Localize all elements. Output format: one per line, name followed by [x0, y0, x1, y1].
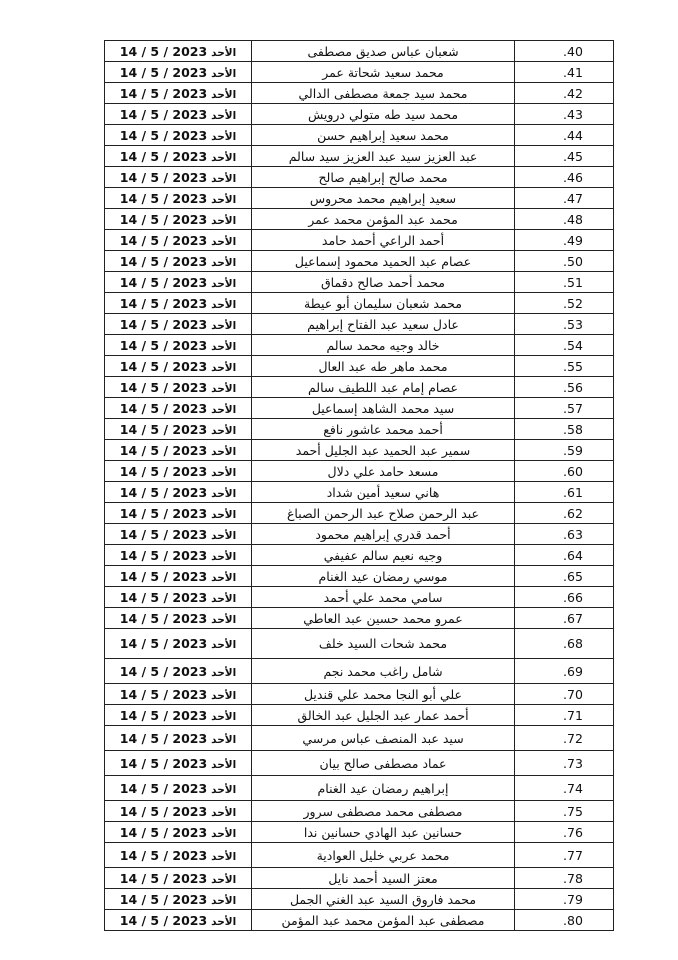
day-label: الأحد [211, 827, 237, 840]
table-row [105, 629, 614, 659]
date-value: 14 / 5 / 2023 [119, 547, 208, 563]
day-label: الأحد [211, 256, 237, 269]
date-value: 14 / 5 / 2023 [119, 824, 208, 840]
date-cell [105, 629, 252, 659]
attendance-table [104, 40, 614, 931]
number-cell: .61 [515, 482, 614, 503]
date-value: 14 / 5 / 2023 [119, 610, 208, 626]
number-cell: .76 [515, 822, 614, 843]
date-value: 14 / 5 / 2023 [119, 870, 208, 886]
name-cell: محمد شحات السيد خلف [252, 629, 515, 659]
day-label: الأحد [211, 529, 237, 542]
date-value: 14 / 5 / 2023 [119, 463, 208, 479]
date-value: 14 / 5 / 2023 [119, 253, 208, 269]
name-cell: موسي رمضان عيد الغنام [252, 566, 515, 587]
table-row [105, 684, 614, 705]
number-cell: .42 [515, 83, 614, 104]
table-row [105, 314, 614, 335]
date-value: 14 / 5 / 2023 [119, 232, 208, 248]
date-value: 14 / 5 / 2023 [119, 442, 208, 458]
date-cell [105, 503, 252, 524]
date-value: 14 / 5 / 2023 [119, 663, 208, 679]
day-label: الأحد [211, 424, 237, 437]
table-row [105, 524, 614, 545]
day-label: الأحد [211, 666, 237, 679]
table-row [105, 503, 614, 524]
day-label: الأحد [211, 806, 237, 819]
name-cell: محمد عربي خليل العوادية [252, 843, 515, 868]
name-cell: سعيد إبراهيم محمد محروس [252, 188, 515, 209]
number-cell: .41 [515, 62, 614, 83]
day-label: الأحد [211, 403, 237, 416]
date-value: 14 / 5 / 2023 [119, 295, 208, 311]
number-cell: .67 [515, 608, 614, 629]
table-row [105, 167, 614, 188]
number-cell: .72 [515, 726, 614, 751]
date-cell [105, 335, 252, 356]
table-row [105, 104, 614, 125]
date-cell [105, 659, 252, 684]
date-value: 14 / 5 / 2023 [119, 421, 208, 437]
date-cell [105, 482, 252, 503]
name-cell: سيد محمد الشاهد إسماعيل [252, 398, 515, 419]
name-cell: خالد وجيه محمد سالم [252, 335, 515, 356]
number-cell: .74 [515, 776, 614, 801]
table-row [105, 83, 614, 104]
table-row [105, 868, 614, 889]
name-cell: سمير عبد الحميد عبد الجليل أحمد [252, 440, 515, 461]
table-row [105, 776, 614, 801]
date-cell [105, 889, 252, 910]
date-cell [105, 314, 252, 335]
date-value: 14 / 5 / 2023 [119, 64, 208, 80]
number-cell: .43 [515, 104, 614, 125]
date-cell [105, 356, 252, 377]
table-row [105, 440, 614, 461]
date-value: 14 / 5 / 2023 [119, 755, 208, 771]
number-cell: .79 [515, 889, 614, 910]
date-cell [105, 167, 252, 188]
date-value: 14 / 5 / 2023 [119, 912, 208, 928]
day-label: الأحد [211, 689, 237, 702]
date-cell [105, 272, 252, 293]
table-row [105, 587, 614, 608]
table-row [105, 146, 614, 167]
name-cell: أحمد قدري إبراهيم محمود [252, 524, 515, 545]
day-label: الأحد [211, 67, 237, 80]
name-cell: معتز السيد أحمد نايل [252, 868, 515, 889]
day-label: الأحد [211, 109, 237, 122]
date-value: 14 / 5 / 2023 [119, 686, 208, 702]
number-cell: .54 [515, 335, 614, 356]
number-cell: .47 [515, 188, 614, 209]
name-cell: محمد عبد المؤمن محمد عمر [252, 209, 515, 230]
name-cell: مصطفى محمد مصطفى سرور [252, 801, 515, 822]
name-cell: أحمد الراعي أحمد حامد [252, 230, 515, 251]
day-label: الأحد [211, 850, 237, 863]
date-cell [105, 843, 252, 868]
day-label: الأحد [211, 783, 237, 796]
number-cell: .48 [515, 209, 614, 230]
number-cell: .57 [515, 398, 614, 419]
day-label: الأحد [211, 915, 237, 928]
date-cell [105, 705, 252, 726]
name-cell: عمرو محمد حسين عبد العاطي [252, 608, 515, 629]
name-cell: مصطفى عبد المؤمن محمد عبد المؤمن [252, 910, 515, 931]
number-cell: .64 [515, 545, 614, 566]
number-cell: .55 [515, 356, 614, 377]
table-row [105, 726, 614, 751]
date-cell [105, 524, 252, 545]
date-value: 14 / 5 / 2023 [119, 505, 208, 521]
name-cell: وجيه نعيم سالم عفيفي [252, 545, 515, 566]
number-cell: .70 [515, 684, 614, 705]
day-label: الأحد [211, 214, 237, 227]
date-value: 14 / 5 / 2023 [119, 148, 208, 164]
date-cell [105, 251, 252, 272]
date-value: 14 / 5 / 2023 [119, 484, 208, 500]
table-row [105, 545, 614, 566]
date-cell [105, 776, 252, 801]
name-cell: مسعد حامد علي دلال [252, 461, 515, 482]
number-cell: .68 [515, 629, 614, 659]
table-row [105, 398, 614, 419]
day-label: الأحد [211, 172, 237, 185]
number-cell: .56 [515, 377, 614, 398]
date-value: 14 / 5 / 2023 [119, 379, 208, 395]
table-row [105, 608, 614, 629]
number-cell: .71 [515, 705, 614, 726]
name-cell: محمد ماهر طه عبد العال [252, 356, 515, 377]
date-cell [105, 209, 252, 230]
day-label: الأحد [211, 277, 237, 290]
number-cell: .46 [515, 167, 614, 188]
table-row [105, 188, 614, 209]
date-cell [105, 868, 252, 889]
day-label: الأحد [211, 466, 237, 479]
name-cell: محمد شعبان سليمان أبو عيطة [252, 293, 515, 314]
number-cell: .59 [515, 440, 614, 461]
date-cell [105, 62, 252, 83]
date-cell [105, 801, 252, 822]
day-label: الأحد [211, 130, 237, 143]
name-cell: محمد سيد طه متولي درويش [252, 104, 515, 125]
number-cell: .44 [515, 125, 614, 146]
date-cell [105, 910, 252, 931]
table-row [105, 910, 614, 931]
number-cell: .69 [515, 659, 614, 684]
name-cell: محمد فاروق السيد عبد الغني الجمل [252, 889, 515, 910]
table-row [105, 801, 614, 822]
table-row [105, 356, 614, 377]
date-value: 14 / 5 / 2023 [119, 337, 208, 353]
day-label: الأحد [211, 758, 237, 771]
table-row [105, 41, 614, 62]
name-cell: محمد صالح إبراهيم صالح [252, 167, 515, 188]
day-label: الأحد [211, 873, 237, 886]
number-cell: .49 [515, 230, 614, 251]
date-value: 14 / 5 / 2023 [119, 358, 208, 374]
name-cell: محمد أحمد صالح دقماق [252, 272, 515, 293]
date-value: 14 / 5 / 2023 [119, 106, 208, 122]
date-cell [105, 684, 252, 705]
day-label: الأحد [211, 508, 237, 521]
number-cell: .51 [515, 272, 614, 293]
number-cell: .58 [515, 419, 614, 440]
date-cell [105, 398, 252, 419]
day-label: الأحد [211, 151, 237, 164]
number-cell: .60 [515, 461, 614, 482]
table-row [105, 566, 614, 587]
day-label: الأحد [211, 733, 237, 746]
number-cell: .73 [515, 751, 614, 776]
name-cell: عبد الرحمن صلاح عبد الرحمن الصباغ [252, 503, 515, 524]
date-value: 14 / 5 / 2023 [119, 85, 208, 101]
day-label: الأحد [211, 235, 237, 248]
date-value: 14 / 5 / 2023 [119, 730, 208, 746]
date-value: 14 / 5 / 2023 [119, 636, 208, 651]
table-row [105, 62, 614, 83]
day-label: الأحد [211, 710, 237, 723]
name-cell: سامي محمد علي أحمد [252, 587, 515, 608]
name-cell: شامل راغب محمد نجم [252, 659, 515, 684]
date-cell [105, 440, 252, 461]
number-cell: .53 [515, 314, 614, 335]
date-cell [105, 461, 252, 482]
name-cell: علي أبو النجا محمد علي قنديل [252, 684, 515, 705]
date-cell [105, 608, 252, 629]
date-value: 14 / 5 / 2023 [119, 274, 208, 290]
number-cell: .66 [515, 587, 614, 608]
date-value: 14 / 5 / 2023 [119, 847, 208, 863]
number-cell: .50 [515, 251, 614, 272]
day-label: الأحد [211, 571, 237, 584]
date-cell [105, 83, 252, 104]
number-cell: .78 [515, 868, 614, 889]
date-value: 14 / 5 / 2023 [119, 589, 208, 605]
day-label: الأحد [211, 639, 237, 651]
name-cell: حسانين عبد الهادي حسانين ندا [252, 822, 515, 843]
date-value: 14 / 5 / 2023 [119, 568, 208, 584]
table-row [105, 293, 614, 314]
number-cell: .80 [515, 910, 614, 931]
date-value: 14 / 5 / 2023 [119, 127, 208, 143]
number-cell: .75 [515, 801, 614, 822]
date-cell [105, 822, 252, 843]
table-row [105, 377, 614, 398]
name-cell: عصام إمام عبد اللطيف سالم [252, 377, 515, 398]
number-cell: .65 [515, 566, 614, 587]
name-cell: عبد العزيز سيد عبد العزيز سيد سالم [252, 146, 515, 167]
day-label: الأحد [211, 193, 237, 206]
number-cell: .40 [515, 41, 614, 62]
day-label: الأحد [211, 613, 237, 626]
table-row [105, 659, 614, 684]
table-row [105, 419, 614, 440]
date-value: 14 / 5 / 2023 [119, 43, 208, 59]
date-value: 14 / 5 / 2023 [119, 707, 208, 723]
date-value: 14 / 5 / 2023 [119, 891, 208, 907]
date-cell [105, 587, 252, 608]
name-cell: عماد مصطفى صالح بيان [252, 751, 515, 776]
attendance-table-body [105, 41, 614, 931]
day-label: الأحد [211, 319, 237, 332]
date-cell [105, 104, 252, 125]
date-value: 14 / 5 / 2023 [119, 780, 208, 796]
date-value: 14 / 5 / 2023 [119, 316, 208, 332]
name-cell: هاني سعيد أمين شداد [252, 482, 515, 503]
table-row [105, 272, 614, 293]
date-value: 14 / 5 / 2023 [119, 169, 208, 185]
name-cell: إبراهيم رمضان عيد الغنام [252, 776, 515, 801]
day-label: الأحد [211, 361, 237, 374]
table-row [105, 705, 614, 726]
day-label: الأحد [211, 46, 237, 59]
name-cell: محمد سعيد شحاتة عمر [252, 62, 515, 83]
day-label: الأحد [211, 592, 237, 605]
day-label: الأحد [211, 340, 237, 353]
name-cell: عادل سعيد عبد الفتاح إبراهيم [252, 314, 515, 335]
name-cell: سيد عبد المنصف عباس مرسي [252, 726, 515, 751]
table-row [105, 751, 614, 776]
day-label: الأحد [211, 487, 237, 500]
number-cell: .63 [515, 524, 614, 545]
day-label: الأحد [211, 894, 237, 907]
name-cell: عصام عبد الحميد محمود إسماعيل [252, 251, 515, 272]
date-cell [105, 230, 252, 251]
date-value: 14 / 5 / 2023 [119, 211, 208, 227]
date-value: 14 / 5 / 2023 [119, 400, 208, 416]
day-label: الأحد [211, 298, 237, 311]
date-value: 14 / 5 / 2023 [119, 803, 208, 819]
table-row [105, 230, 614, 251]
table-row [105, 461, 614, 482]
table-row [105, 125, 614, 146]
table-row [105, 889, 614, 910]
date-cell [105, 41, 252, 62]
day-label: الأحد [211, 382, 237, 395]
number-cell: .45 [515, 146, 614, 167]
date-cell [105, 545, 252, 566]
day-label: الأحد [211, 445, 237, 458]
number-cell: .77 [515, 843, 614, 868]
table-row [105, 335, 614, 356]
number-cell: .62 [515, 503, 614, 524]
table-row [105, 843, 614, 868]
date-cell [105, 751, 252, 776]
date-value: 14 / 5 / 2023 [119, 190, 208, 206]
table-row [105, 822, 614, 843]
date-cell [105, 419, 252, 440]
name-cell: شعبان عباس صديق مصطفى [252, 41, 515, 62]
name-cell: محمد سيد جمعة مصطفى الدالي [252, 83, 515, 104]
number-cell: .52 [515, 293, 614, 314]
date-cell [105, 125, 252, 146]
table-row [105, 482, 614, 503]
date-cell [105, 146, 252, 167]
date-cell [105, 377, 252, 398]
date-value: 14 / 5 / 2023 [119, 526, 208, 542]
date-cell [105, 566, 252, 587]
day-label: الأحد [211, 550, 237, 563]
name-cell: أحمد عمار عبد الجليل عبد الخالق [252, 705, 515, 726]
table-row [105, 251, 614, 272]
date-cell [105, 188, 252, 209]
day-label: الأحد [211, 88, 237, 101]
name-cell: أحمد محمد عاشور نافع [252, 419, 515, 440]
date-cell [105, 726, 252, 751]
name-cell: محمد سعيد إبراهيم حسن [252, 125, 515, 146]
table-row [105, 209, 614, 230]
date-cell [105, 293, 252, 314]
